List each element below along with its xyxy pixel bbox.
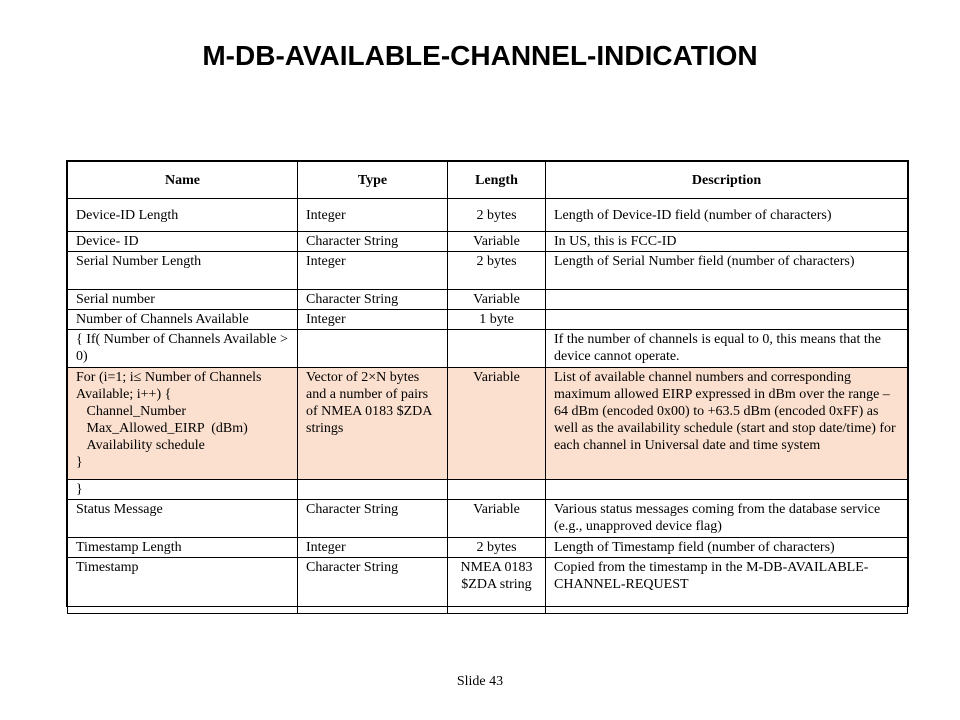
- cell-description: [546, 290, 908, 310]
- cell-description: [546, 480, 908, 500]
- cell-length: 2 bytes: [448, 252, 546, 290]
- cell-length: [448, 330, 546, 368]
- table-row: [68, 310, 908, 330]
- cell-description: List of available channel numbers and corresponding maximum allowed EIRP expressed in dBm over the range –64 dBm (encoded 0x00) to +63.5 dBm (encoded 0xFF) as well as the availability schedule (start and stop date/time) for each channel in Universal date and time system: [546, 368, 908, 480]
- cell-description: Copied from the timestamp in the M-DB-AVAILABLE-CHANNEL-REQUEST: [546, 558, 908, 614]
- cell-name: Timestamp Length: [68, 538, 298, 558]
- cell-description: Length of Device-ID field (number of characters): [546, 199, 908, 232]
- header-length: Length: [448, 162, 546, 199]
- table-row: [68, 480, 908, 500]
- slide-title: M-DB-AVAILABLE-CHANNEL-INDICATION: [202, 40, 758, 71]
- table-row: [68, 500, 908, 538]
- cell-name: Device- ID: [68, 232, 298, 252]
- header-name: Name: [68, 162, 298, 199]
- cell-name: Status Message: [68, 500, 298, 538]
- cell-length: 2 bytes: [448, 538, 546, 558]
- slide-number: Slide 43: [456, 674, 504, 689]
- table-row: [68, 558, 908, 614]
- cell-type: [298, 480, 448, 500]
- cell-name: Number of Channels Available: [68, 310, 298, 330]
- cell-name: Device-ID Length: [68, 199, 298, 232]
- cell-description: Various status messages coming from the database service (e.g., unapproved device flag): [546, 500, 908, 538]
- cell-length: NMEA 0183 $ZDA string: [448, 558, 546, 614]
- cell-type: Character String: [298, 232, 448, 252]
- cell-type: Integer: [298, 199, 448, 232]
- table-header-row: [68, 162, 908, 199]
- cell-length: Variable: [448, 368, 546, 480]
- cell-type: Character String: [298, 558, 448, 614]
- cell-description: In US, this is FCC-ID: [546, 232, 908, 252]
- cell-name: For (i=1; i≤ Number of Channels Available; i++) { Channel_Number Max_Allowed_EIRP (dBm) Availability schedule }: [68, 368, 298, 480]
- header-type: Type: [298, 162, 448, 199]
- cell-name: Timestamp: [68, 558, 298, 614]
- cell-description: [546, 310, 908, 330]
- table-row: [68, 199, 908, 232]
- cell-type: Integer: [298, 538, 448, 558]
- table-row: [68, 330, 908, 368]
- spec-table-container: [66, 160, 909, 607]
- cell-type: Character String: [298, 290, 448, 310]
- cell-type: [298, 330, 448, 368]
- cell-description: Length of Serial Number field (number of characters): [546, 252, 908, 290]
- cell-length: Variable: [448, 290, 546, 310]
- cell-description: If the number of channels is equal to 0, this means that the device cannot operate.: [546, 330, 908, 368]
- cell-length: [448, 480, 546, 500]
- cell-name: Serial number: [68, 290, 298, 310]
- cell-name: }: [68, 480, 298, 500]
- table-row: [68, 538, 908, 558]
- cell-length: Variable: [448, 232, 546, 252]
- header-description: Description: [546, 162, 908, 199]
- table-row: [68, 252, 908, 290]
- cell-length: 2 bytes: [448, 199, 546, 232]
- cell-name: { If( Number of Channels Available > 0): [68, 330, 298, 368]
- cell-name: Serial Number Length: [68, 252, 298, 290]
- cell-type: Integer: [298, 310, 448, 330]
- table-row: [68, 290, 908, 310]
- cell-type: Integer: [298, 252, 448, 290]
- cell-description: Length of Timestamp field (number of characters): [546, 538, 908, 558]
- cell-type: Vector of 2×N bytes and a number of pairs of NMEA 0183 $ZDA strings: [298, 368, 448, 480]
- cell-type: Character String: [298, 500, 448, 538]
- cell-length: 1 byte: [448, 310, 546, 330]
- table-row: [68, 232, 908, 252]
- table-row-highlighted: [68, 368, 908, 480]
- cell-length: Variable: [448, 500, 546, 538]
- message-field-table: [67, 161, 908, 614]
